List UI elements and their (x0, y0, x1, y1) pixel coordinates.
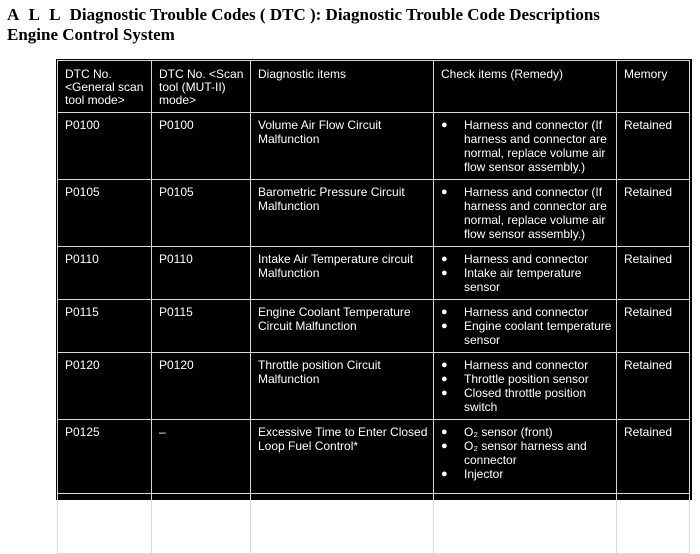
header-general-scan-tool: DTC No. <General scan tool mode> (58, 61, 152, 113)
table-row (58, 113, 690, 180)
bullet-icon: ● (441, 253, 448, 265)
table-row (58, 180, 690, 247)
bullet-icon: ● (441, 186, 448, 198)
check-item (441, 252, 612, 266)
bullet-icon: ● (441, 320, 448, 332)
bullet-icon: ● (441, 373, 448, 385)
check-items-list (441, 118, 612, 174)
check-items-list (441, 252, 612, 294)
memory-cell: Retained (617, 113, 690, 180)
table-row (58, 420, 690, 494)
check-item-text: O₂ sensor harness and connector (464, 439, 587, 467)
bullet-icon: ● (441, 426, 448, 438)
dtc-general-cell: P0115 (58, 300, 152, 353)
check-item-text: Harness and connector (464, 252, 589, 266)
dtc-general-cell: P0110 (58, 247, 152, 300)
dtc-general-cell: P0120 (58, 353, 152, 420)
diagnostic-item-cell: Intake Air Temperature circuit Malfunction (251, 247, 434, 300)
dtc-table-scan (56, 59, 692, 527)
dtc-general-cell: P0100 (58, 113, 152, 180)
check-items-cell (434, 494, 617, 554)
check-item (441, 305, 612, 319)
check-item (441, 499, 612, 527)
check-item-text: Harness and connector (464, 305, 589, 319)
diagnostic-item-cell: O₂ Sensor Circuit Malfunction (Bank 1 Sensor 1) (251, 494, 434, 554)
check-item-text: Harness and connector (464, 358, 589, 372)
dtc-general-cell: P0105 (58, 180, 152, 247)
diagnostic-item-cell: Barometric Pressure Circuit Malfunction (251, 180, 434, 247)
table-header-row (58, 61, 690, 113)
check-items-cell (434, 247, 617, 300)
header-diagnostic-items: Diagnostic items (251, 61, 434, 113)
check-item (441, 386, 612, 414)
dtc-table (57, 60, 690, 554)
check-items-cell (434, 180, 617, 247)
check-item-text: Engine coolant temperature sensor (464, 319, 612, 347)
check-items-cell (434, 300, 617, 353)
bullet-icon: ● (441, 387, 448, 399)
check-items-list (441, 499, 612, 527)
dtc-scan-tool-cell: P0115 (152, 300, 251, 353)
check-items-list (441, 358, 612, 414)
check-item-text: Harness and connector (If harness and connector are normal, replace volume air flow sensor assembly.) (464, 185, 607, 241)
check-items-cell (434, 420, 617, 494)
diagnostic-item-cell: Volume Air Flow Circuit Malfunction (251, 113, 434, 180)
diagnostic-item-cell: Engine Coolant Temperature Circuit Malfunction (251, 300, 434, 353)
check-item (441, 358, 612, 372)
diagnostic-item-cell: Throttle position Circuit Malfunction (251, 353, 434, 420)
check-item (441, 319, 612, 347)
check-item-text: Intake air temperature sensor (464, 266, 582, 294)
check-item (441, 372, 612, 386)
bullet-icon: ● (441, 359, 448, 371)
bullet-icon: ● (441, 440, 448, 452)
memory-cell: Retained (617, 494, 690, 554)
memory-cell: Retained (617, 420, 690, 494)
diagnostic-item-cell: Excessive Time to Enter Closed Loop Fuel Control* (251, 420, 434, 494)
dtc-scan-tool-cell: P0105 (152, 180, 251, 247)
heading-title: Diagnostic Trouble Codes ( DTC ): Diagnostic Trouble Code Descriptions (69, 5, 600, 24)
memory-cell: Retained (617, 247, 690, 300)
header-check-items: Check items (Remedy) (434, 61, 617, 113)
check-item (441, 467, 612, 481)
dtc-general-cell: P0130 (58, 494, 152, 554)
dtc-scan-tool-cell: P0110 (152, 247, 251, 300)
table-row (58, 300, 690, 353)
check-items-list (441, 425, 612, 481)
check-item-text: Closed throttle position switch (464, 386, 587, 414)
bullet-icon: ● (441, 306, 448, 318)
bullet-icon: ● (441, 500, 448, 512)
check-item (441, 118, 612, 174)
dtc-scan-tool-cell: P0100 (152, 113, 251, 180)
bullet-icon: ● (441, 267, 448, 279)
heading-prefix: A L L (7, 5, 64, 24)
check-item-text: O₂ sensor (front) (464, 425, 553, 439)
check-items-list (441, 305, 612, 347)
heading-line-1 (7, 5, 600, 25)
check-item-text: Injector (464, 467, 504, 481)
bullet-icon: ● (441, 468, 448, 480)
header-scan-tool-mut: DTC No. <Scan tool (MUT-II) mode> (152, 61, 251, 113)
memory-cell: Retained (617, 353, 690, 420)
memory-cell: Retained (617, 180, 690, 247)
table-body (58, 113, 690, 554)
check-item (441, 266, 612, 294)
check-items-cell (434, 113, 617, 180)
check-item (441, 185, 612, 241)
page-heading (7, 5, 600, 45)
check-item-text: Harness and connector (If harness and connector (464, 499, 603, 527)
heading-line-2: Engine Control System (7, 25, 175, 44)
memory-cell: Retained (617, 300, 690, 353)
dtc-general-cell: P0125 (58, 420, 152, 494)
dtc-scan-tool-cell: P0120 (152, 353, 251, 420)
bullet-icon: ● (441, 119, 448, 131)
dtc-scan-tool-cell: – (152, 494, 251, 554)
table-row (58, 247, 690, 300)
check-item-text: Harness and connector (If harness and connector are normal, replace volume air flow sensor assembly.) (464, 118, 607, 174)
check-item (441, 439, 612, 467)
check-items-cell (434, 353, 617, 420)
dtc-scan-tool-cell: – (152, 420, 251, 494)
check-item (441, 425, 612, 439)
table-row (58, 494, 690, 554)
check-item-text: Throttle position sensor (464, 372, 589, 386)
header-memory: Memory (617, 61, 690, 113)
check-items-list (441, 185, 612, 241)
table-row (58, 353, 690, 420)
